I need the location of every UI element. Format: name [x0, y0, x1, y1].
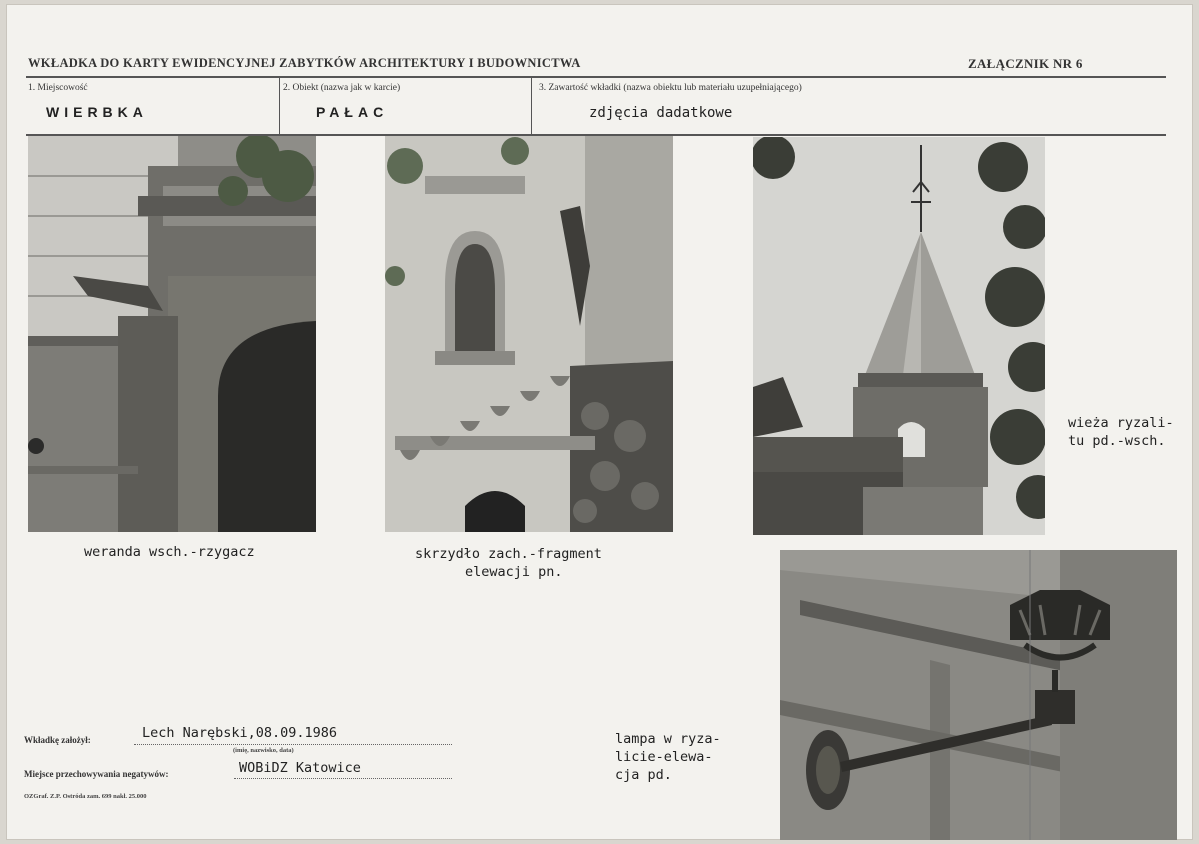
object-label: 2. Obiekt (nazwa jak w karcie) [283, 83, 401, 93]
caption-lamp-line1: lampa w ryza- [615, 731, 721, 747]
caption-west-wing-line2: elewacji pn. [465, 564, 563, 580]
author-line [134, 744, 452, 745]
location-value: WIERBKA [46, 104, 148, 120]
negatives-line [234, 778, 452, 779]
content-label: 3. Zawartość wkładki (nazwa obiektu lub materiału uzupełniającego) [539, 83, 802, 93]
veranda-gargoyle-image [28, 136, 316, 532]
field-divider-1 [279, 78, 280, 134]
tower-image [753, 137, 1045, 535]
annex-number: ZAŁĄCZNIK NR 6 [968, 56, 1083, 71]
negatives-label: Miejsce przechowywania negatywów: [24, 769, 169, 779]
document-title: WKŁADKA DO KARTY EWIDENCYJNEJ ZABYTKÓW ARCHITEKTURY I BUDOWNICTWA [28, 56, 581, 70]
caption-west-wing-line1: skrzydło zach.-fragment [415, 546, 602, 562]
west-wing-facade-image [385, 136, 673, 532]
negatives-value: WOBiDZ Katowice [239, 760, 361, 776]
field-divider-2 [531, 78, 532, 134]
photo-veranda-gargoyle [28, 136, 316, 532]
photo-lamp [780, 550, 1177, 840]
print-note: OZGraf. Z.P. Ostróda zam. 699 nakł. 25.000 [24, 793, 147, 800]
caption-lamp-line2: licie-elewa- [615, 749, 713, 765]
object-value: PAŁAC [316, 104, 389, 120]
inventory-card-insert [6, 4, 1193, 840]
photo-west-wing-facade [385, 136, 673, 532]
photo-tower [753, 137, 1045, 535]
caption-tower-line1: wieża ryzali- [1068, 415, 1174, 431]
author-value: Lech Narębski,08.09.1986 [142, 725, 338, 741]
caption-tower-line2: tu pd.-wsch. [1068, 433, 1166, 449]
author-label: Wkładkę założył: [24, 735, 91, 745]
content-value: zdjęcia dadatkowe [589, 105, 733, 121]
location-label: 1. Miejscowość [28, 83, 88, 93]
author-hint: (imię, nazwisko, data) [233, 747, 294, 754]
lamp-image [780, 550, 1177, 840]
header-rule [26, 76, 1166, 78]
caption-lamp-line3: cja pd. [615, 767, 672, 783]
caption-veranda: weranda wsch.-rzygacz [84, 544, 255, 560]
